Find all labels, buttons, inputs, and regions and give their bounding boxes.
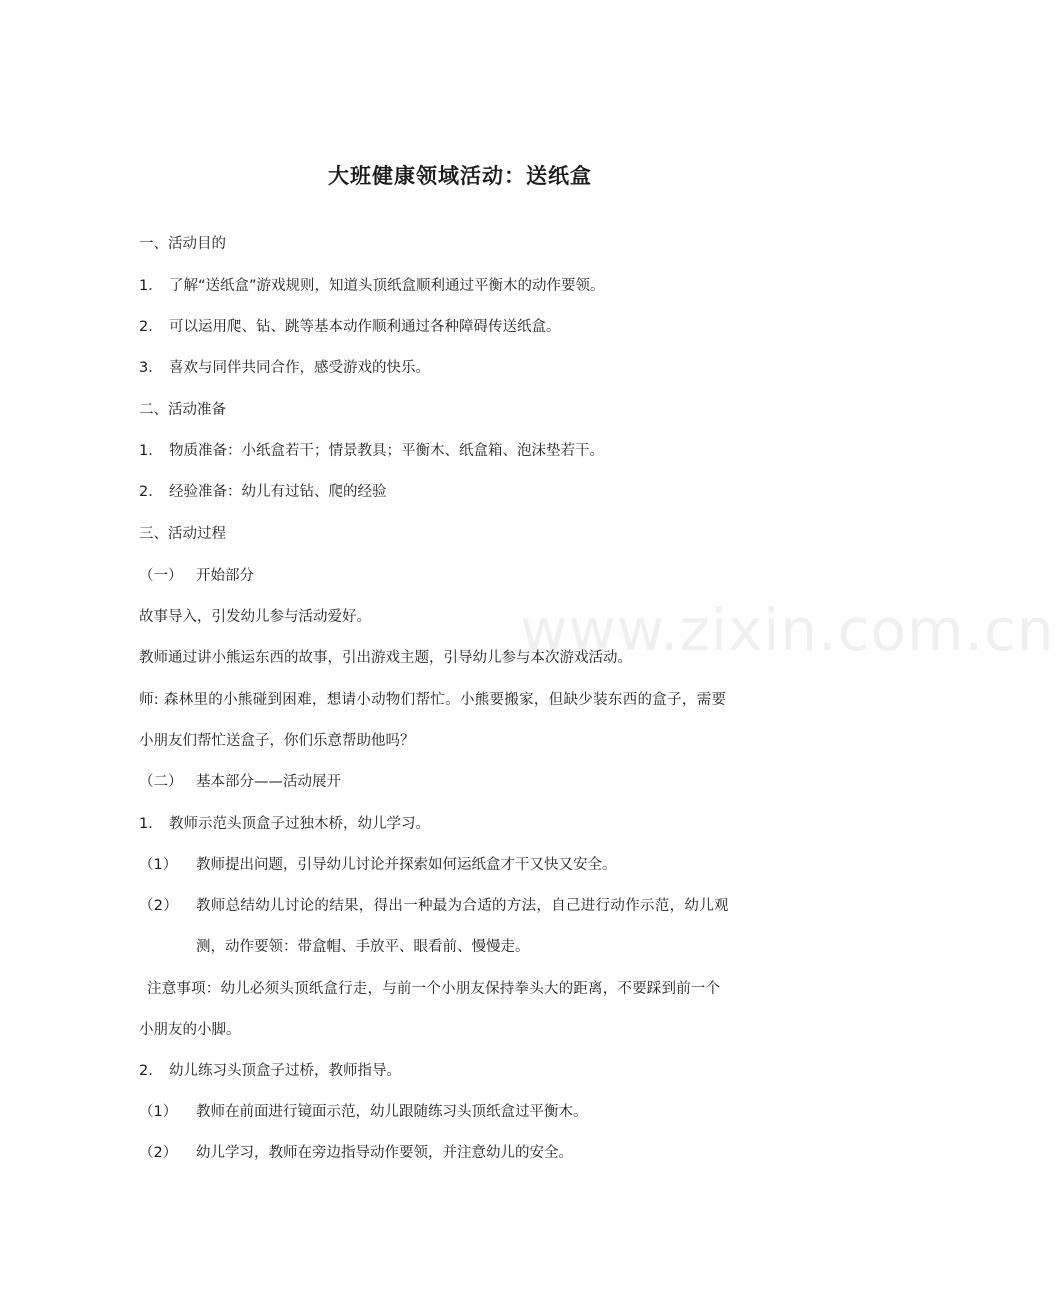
step-item-2 <box>139 1061 401 1081</box>
list-number: 2． <box>139 484 163 500</box>
list-number: 3． <box>139 360 163 376</box>
list-text: 物质准备：小纸盒若干；情景教具；平衡木、纸盒箱、泡沫垫若干。 <box>169 443 604 459</box>
section-heading-goals: 一、活动目的 <box>139 236 226 252</box>
list-text: 教师在前面进行镜面示范，幼儿跟随练习头顶纸盒过平衡木。 <box>196 1104 588 1120</box>
list-text: 教师总结幼儿讨论的结果，得出一种最为合适的方法，自己进行动作示范，幼儿观 <box>196 898 729 914</box>
list-text: 教师示范头顶盒子过独木桥，幼儿学习。 <box>169 816 430 832</box>
list-number: （1） <box>139 857 178 873</box>
list-number: （一） <box>139 568 183 584</box>
list-number: 1. <box>139 816 153 832</box>
list-text: 开始部分 <box>196 568 254 584</box>
list-number: 2． <box>139 319 163 335</box>
document-title: 大班健康领域活动：送纸盒 <box>328 164 592 188</box>
list-number: （1） <box>139 1104 178 1120</box>
list-text: 幼儿练习头顶盒子过桥，教师指导。 <box>169 1063 401 1079</box>
goal-item-2 <box>139 317 561 337</box>
list-number: 1． <box>139 278 163 294</box>
goal-item-3 <box>139 358 430 378</box>
step-subitem-1-2-cont: 测，动作要领：带盒帽、手放平、眼看前、慢慢走。 <box>196 939 530 955</box>
list-text: 基本部分——活动展开 <box>196 774 341 790</box>
step-item-1 <box>139 814 430 834</box>
paragraph: 教师通过讲小熊运东西的故事，引出游戏主题，引导幼儿参与本次游戏活动。 <box>139 650 632 666</box>
goal-item-1 <box>139 276 605 296</box>
list-number: （二） <box>139 774 183 790</box>
list-number: 1． <box>139 443 163 459</box>
step-subitem-2-1 <box>139 1102 588 1122</box>
list-text: 喜欢与同伴共同合作，感受游戏的快乐。 <box>169 360 430 376</box>
note-paragraph: 注意事项：幼儿必须头顶纸盒行走，与前一个小朋友保持拳头大的距离，不要踩到前一个 <box>147 981 721 997</box>
paragraph: 故事导入，引发幼儿参与活动爱好。 <box>139 609 371 625</box>
list-number: （2） <box>139 898 179 914</box>
step-subitem-1-1 <box>139 855 617 875</box>
list-number: 2. <box>139 1063 153 1079</box>
prep-item-2 <box>139 482 387 502</box>
paragraph: 小朋友们帮忙送盒子，你们乐意帮助他吗？ <box>139 733 415 749</box>
list-number: （2） <box>139 1145 178 1161</box>
list-text: 教师提出问题，引导幼儿讨论并探索如何运纸盒才干又快又安全。 <box>196 857 617 873</box>
section-heading-process: 三、活动过程 <box>139 526 226 542</box>
step-subitem-2-2 <box>139 1143 573 1163</box>
list-text: 幼儿学习，教师在旁边指导动作要领，并注意幼儿的安全。 <box>196 1145 573 1161</box>
step-subitem-1-2 <box>139 896 729 916</box>
prep-item-1 <box>139 441 604 461</box>
paragraph: 师: 森林里的小熊碰到困难，想请小动物们帮忙。小熊要搬家，但缺少装东西的盒子，需要 <box>139 692 727 708</box>
list-text: 可以运用爬、钻、跳等基本动作顺利通过各种障碍传送纸盒。 <box>169 319 561 335</box>
list-text: 了解“送纸盒”游戏规则，知道头顶纸盒顺利通过平衡木的动作要领。 <box>169 278 605 294</box>
subsection-main <box>139 772 341 792</box>
watermark: www.zixin.com.cn <box>520 596 1055 664</box>
note-paragraph-cont: 小朋友的小脚。 <box>139 1022 241 1038</box>
list-text: 经验准备：幼儿有过钻、爬的经验 <box>169 484 387 500</box>
section-heading-preparation: 二、活动准备 <box>139 402 226 418</box>
subsection-opening <box>139 566 254 586</box>
